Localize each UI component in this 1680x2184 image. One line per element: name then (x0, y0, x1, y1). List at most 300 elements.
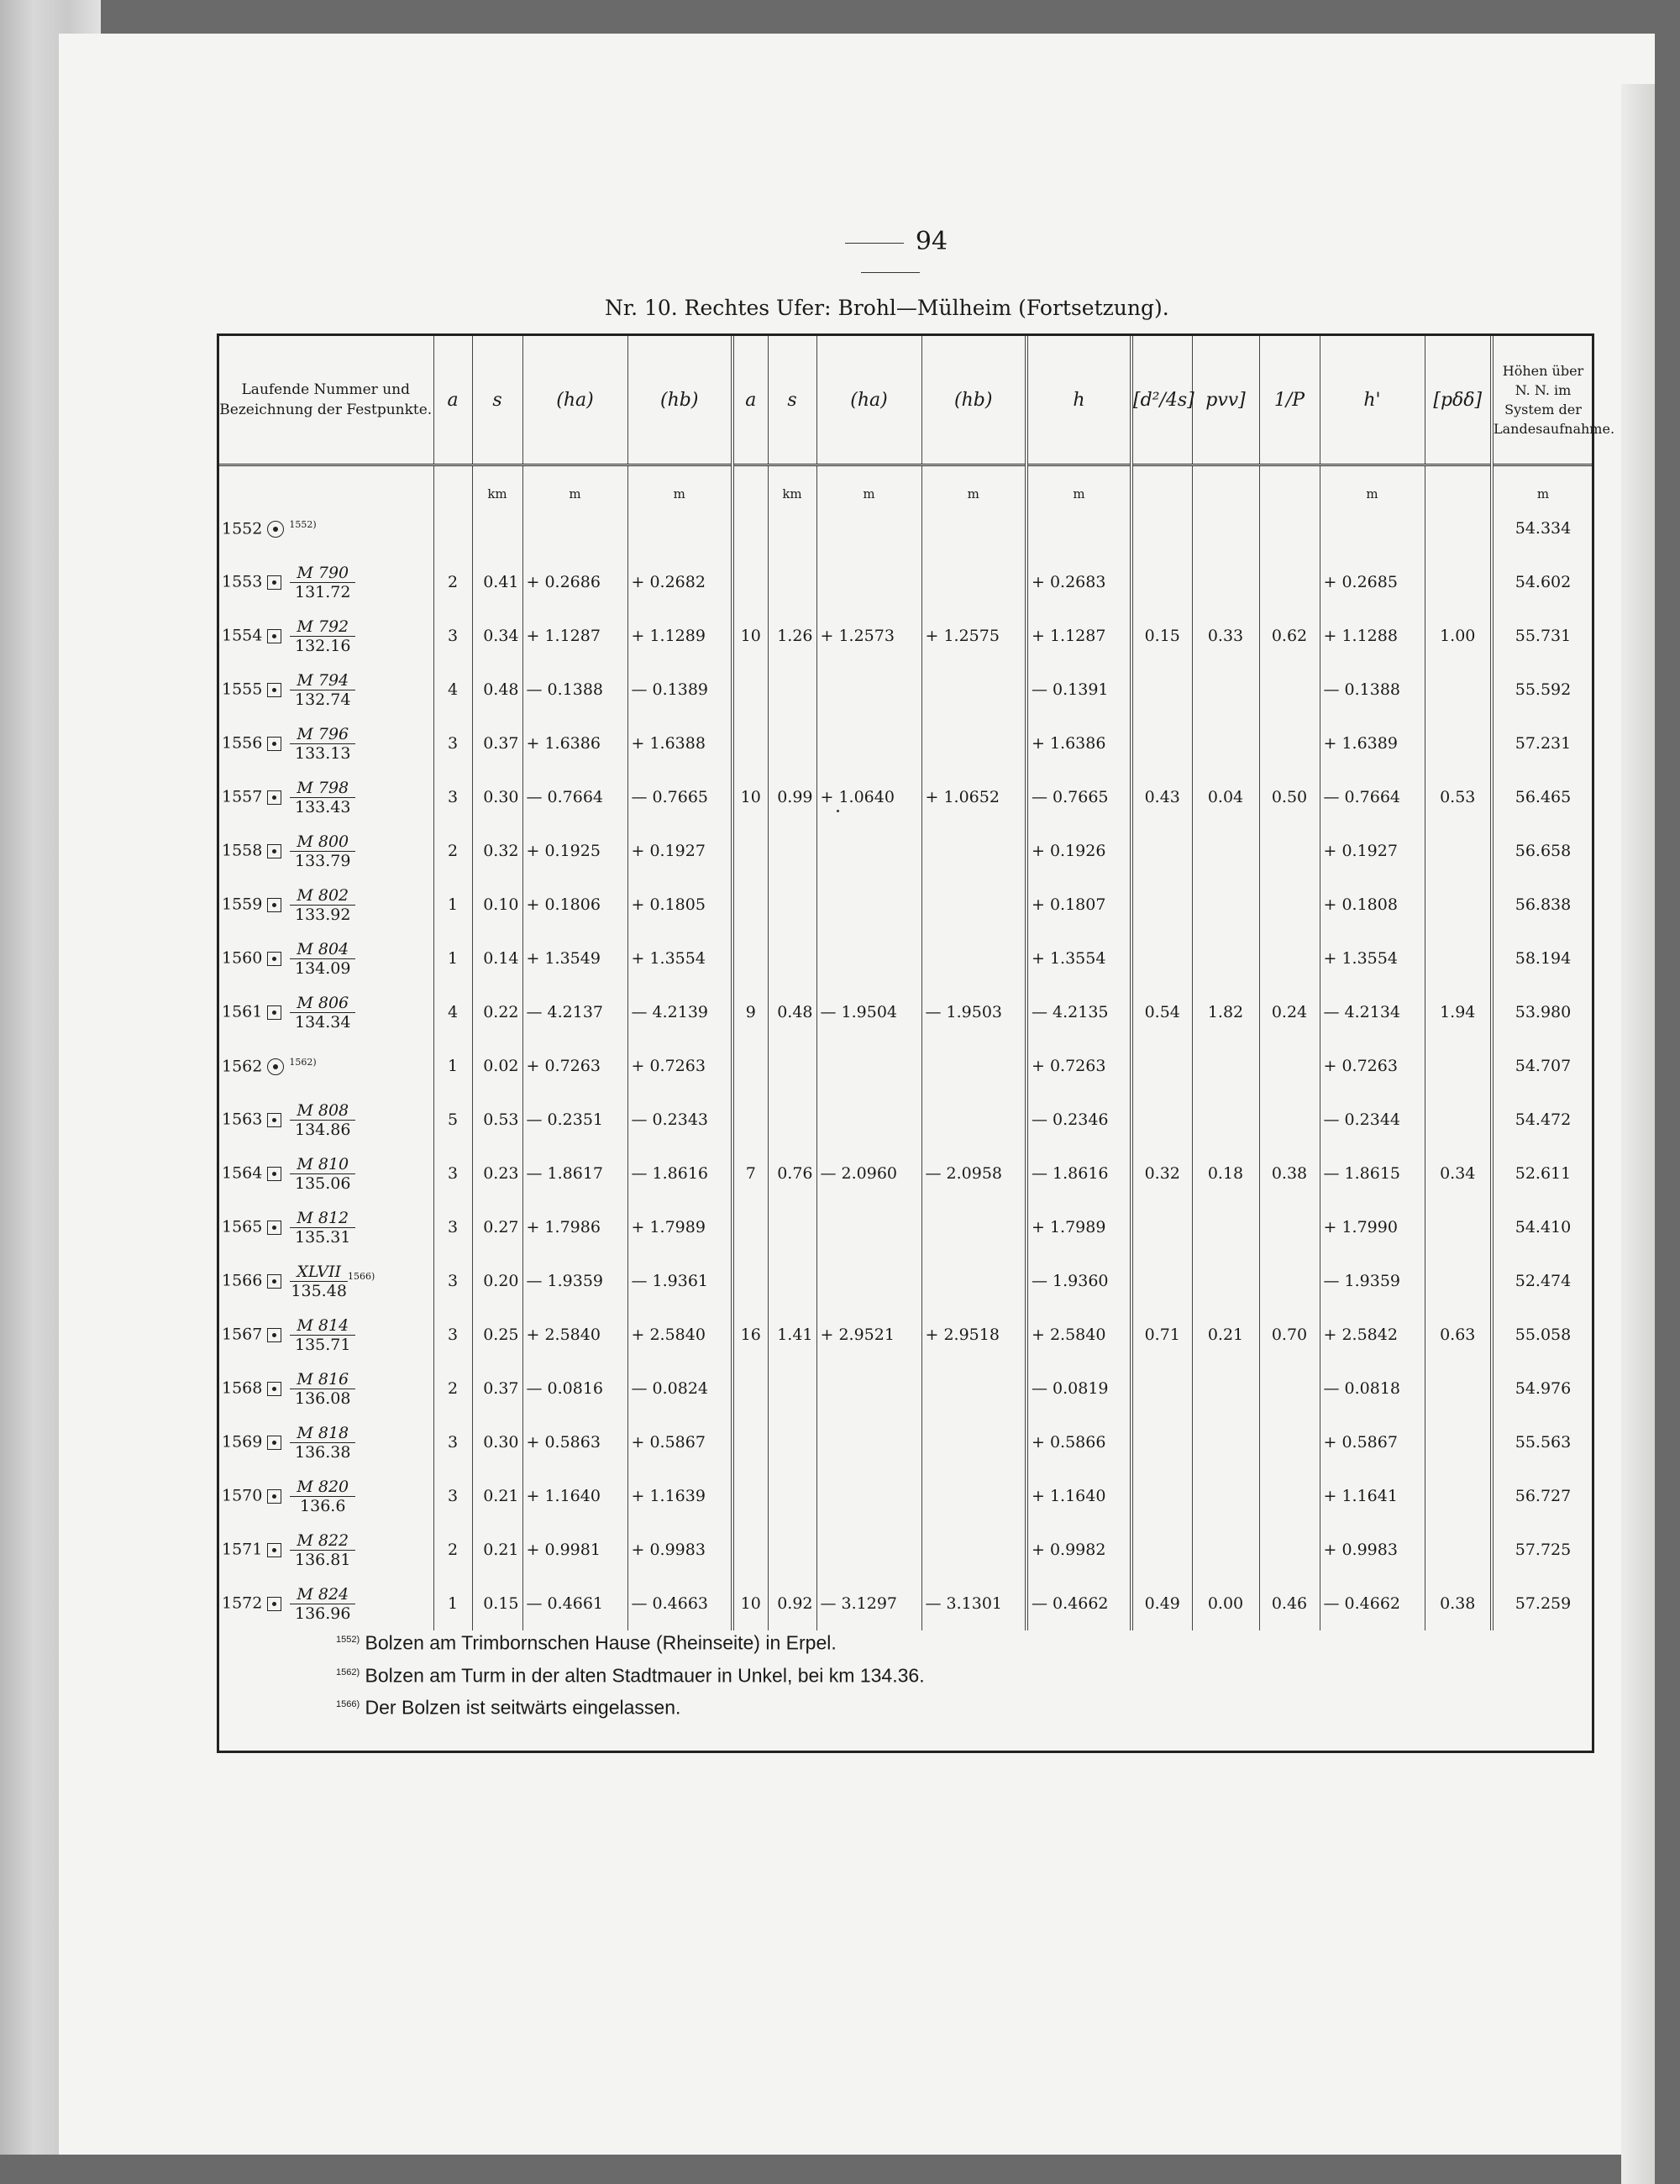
mark-km: 134.86 (295, 1120, 351, 1139)
pdd-cell: 0.63 (1425, 1308, 1492, 1362)
bolt-mark-icon (267, 1005, 281, 1020)
hb-cell: — 4.2139 (627, 985, 732, 1039)
table-row (218, 1362, 1593, 1415)
h-cell: — 1.9360 (1026, 1254, 1131, 1308)
p-cell: 0.70 (1259, 1308, 1320, 1362)
hp-cell: + 0.5867 (1320, 1415, 1425, 1469)
hp-cell: — 4.2134 (1320, 985, 1425, 1039)
a2-cell (732, 824, 768, 878)
mark-designation (290, 725, 355, 763)
mark-designation (290, 940, 355, 978)
hb-cell (627, 501, 732, 555)
p-cell: 0.38 (1259, 1147, 1320, 1200)
table-row (218, 985, 1593, 1039)
table-row (218, 1039, 1593, 1093)
unit: m (1026, 465, 1131, 502)
point-number: 1569 (222, 1432, 263, 1451)
table-row (218, 1254, 1593, 1308)
ha-cell: + 1.6386 (522, 717, 627, 770)
mark-label: M 816 (290, 1370, 355, 1389)
unit: m (1536, 486, 1550, 501)
ha2-cell (816, 1254, 921, 1308)
hb-cell: + 0.9983 (627, 1523, 732, 1577)
point-cell (218, 1254, 433, 1308)
h-cell: + 2.5840 (1026, 1308, 1131, 1362)
bolt-mark-icon (267, 898, 281, 912)
d-cell (1131, 1523, 1192, 1577)
col-header: s (768, 336, 816, 465)
s-cell: 0.14 (472, 932, 522, 985)
d-cell (1131, 501, 1192, 555)
p-cell (1259, 1362, 1320, 1415)
mark-km: 136.96 (295, 1604, 351, 1623)
s-cell: 0.15 (472, 1577, 522, 1630)
unit: m (816, 465, 921, 502)
a-cell: 2 (433, 824, 472, 878)
pdd-cell (1425, 1093, 1492, 1147)
hp-cell: — 0.2344 (1320, 1093, 1425, 1147)
point-number: 1552 (222, 519, 263, 538)
hb2-cell (921, 1039, 1026, 1093)
a-cell: 4 (433, 985, 472, 1039)
p-cell (1259, 1415, 1320, 1469)
d-cell (1131, 932, 1192, 985)
ha-cell: + 0.1806 (522, 878, 627, 932)
ink-dot (837, 810, 839, 812)
hb2-cell (921, 1415, 1026, 1469)
hb-cell: — 0.1389 (627, 663, 732, 717)
a-cell: 3 (433, 717, 472, 770)
s2-cell (768, 824, 816, 878)
s2-cell (768, 878, 816, 932)
table-row (218, 1415, 1593, 1469)
col-header: Laufende Nummer und Bezeichnung der Festpunkte. (218, 336, 433, 465)
point-cell (218, 609, 433, 663)
unit: m (921, 465, 1026, 502)
unit (732, 465, 768, 502)
mark-designation (290, 1585, 355, 1623)
height-cell: 55.563 (1515, 1433, 1572, 1452)
hb-cell: — 0.0824 (627, 1362, 732, 1415)
a2-cell (732, 1415, 768, 1469)
mark-km: 136.38 (295, 1442, 351, 1462)
pdd-cell (1425, 1523, 1492, 1577)
pvv-cell (1192, 555, 1259, 609)
pvv-cell: 0.00 (1192, 1577, 1259, 1630)
ha-cell: + 2.5840 (522, 1308, 627, 1362)
footnote-text: Bolzen am Trimbornschen Hause (Rheinseite) in Erpel. (365, 1631, 837, 1654)
height-cell: 54.707 (1515, 1057, 1572, 1075)
mark-km: 133.13 (295, 743, 351, 763)
mark-designation (290, 832, 355, 870)
a-cell: 2 (433, 555, 472, 609)
pdd-cell: 1.94 (1425, 985, 1492, 1039)
s2-cell (768, 555, 816, 609)
hb-cell: + 0.7263 (627, 1039, 732, 1093)
pdd-cell (1425, 878, 1492, 932)
hp-cell: + 1.7990 (1320, 1200, 1425, 1254)
s2-cell (768, 1469, 816, 1523)
table-row (218, 1308, 1593, 1362)
pvv-cell: 1.82 (1192, 985, 1259, 1039)
h-cell: — 0.2346 (1026, 1093, 1131, 1147)
d-cell (1131, 1039, 1192, 1093)
point-number: 1566 (222, 1271, 263, 1289)
hb2-cell (921, 1469, 1026, 1523)
h-cell: — 0.4662 (1026, 1577, 1131, 1630)
pdd-cell (1425, 1200, 1492, 1254)
point-number: 1554 (222, 626, 263, 644)
d-cell (1131, 555, 1192, 609)
ha2-cell (816, 663, 921, 717)
pdd-cell (1425, 501, 1492, 555)
header-rule-left (845, 243, 904, 244)
s-cell: 0.30 (472, 770, 522, 824)
point-cell (218, 1147, 433, 1200)
ha-cell: + 0.9981 (522, 1523, 627, 1577)
height-cell: 58.194 (1515, 949, 1572, 968)
a2-cell (732, 1200, 768, 1254)
bolt-mark-icon (267, 790, 281, 805)
ha2-cell: — 2.0960 (816, 1147, 921, 1200)
table-row (218, 663, 1593, 717)
mark-designation (290, 617, 355, 655)
pdd-cell (1425, 717, 1492, 770)
s-cell: 0.48 (472, 663, 522, 717)
footnote (336, 1658, 925, 1691)
leveling-table (218, 336, 1615, 1630)
mark-km: 135.71 (295, 1335, 351, 1354)
ha2-cell: + 2.9521 (816, 1308, 921, 1362)
a-cell: 2 (433, 1362, 472, 1415)
point-number: 1567 (222, 1325, 263, 1343)
ha2-cell: — 1.9504 (816, 985, 921, 1039)
unit: m (522, 465, 627, 502)
point-cell (218, 1577, 433, 1630)
mark-km: 133.79 (295, 851, 351, 870)
a-cell: 3 (433, 1147, 472, 1200)
s-cell (472, 501, 522, 555)
table-title: Nr. 10. Rechtes Ufer: Brohl—Mülheim (Fortsetzung). (605, 296, 1169, 320)
ha-cell: + 1.7986 (522, 1200, 627, 1254)
col-header: a (433, 336, 472, 465)
s-cell: 0.21 (472, 1523, 522, 1577)
p-cell (1259, 501, 1320, 555)
unit: km (472, 465, 522, 502)
pdd-cell: 1.00 (1425, 609, 1492, 663)
hb2-cell: — 1.9503 (921, 985, 1026, 1039)
s2-cell (768, 1415, 816, 1469)
a2-cell: 9 (732, 985, 768, 1039)
hb2-cell (921, 717, 1026, 770)
point-number: 1570 (222, 1486, 263, 1504)
ha2-cell (816, 1415, 921, 1469)
hp-cell: — 0.0818 (1320, 1362, 1425, 1415)
hb-cell: + 0.5867 (627, 1415, 732, 1469)
pdd-cell (1425, 663, 1492, 717)
s-cell: 0.10 (472, 878, 522, 932)
a-cell: 2 (433, 1523, 472, 1577)
point-number: 1553 (222, 572, 263, 591)
s2-cell (768, 1093, 816, 1147)
mark-km: 131.72 (295, 582, 351, 601)
ha2-cell (816, 1362, 921, 1415)
mark-designation (290, 994, 355, 1032)
s-cell: 0.20 (472, 1254, 522, 1308)
ha-cell: — 1.8617 (522, 1147, 627, 1200)
point-cell (218, 1415, 433, 1469)
footnote-text: Bolzen am Turm in der alten Stadtmauer in Unkel, bei km 134.36. (365, 1664, 925, 1687)
mark-label: M 796 (290, 725, 355, 744)
ha2-cell: — 3.1297 (816, 1577, 921, 1630)
hp-cell: — 1.8615 (1320, 1147, 1425, 1200)
a2-cell (732, 1523, 768, 1577)
col-header: [d²/4s] (1131, 336, 1192, 465)
h-cell: + 1.1287 (1026, 609, 1131, 663)
pdd-cell (1425, 932, 1492, 985)
point-cell (218, 985, 433, 1039)
hp-cell: — 0.7664 (1320, 770, 1425, 824)
mark-km: 134.34 (295, 1012, 351, 1032)
mark-label: M 792 (290, 617, 355, 637)
pvv-cell (1192, 1254, 1259, 1308)
s-cell: 0.37 (472, 1362, 522, 1415)
col-header: s (472, 336, 522, 465)
ha2-cell (816, 501, 921, 555)
s2-cell (768, 1039, 816, 1093)
point-cell (218, 878, 433, 932)
table-row (218, 1577, 1593, 1630)
ha-cell: — 4.2137 (522, 985, 627, 1039)
hb-cell: + 0.1805 (627, 878, 732, 932)
height-cell: 54.334 (1515, 519, 1572, 538)
point-cell (218, 1523, 433, 1577)
hb2-cell (921, 1200, 1026, 1254)
hb-cell: — 1.8616 (627, 1147, 732, 1200)
bolt-mark-icon (267, 1113, 281, 1127)
ha2-cell (816, 932, 921, 985)
mark-km: 135.31 (295, 1227, 351, 1247)
a2-cell (732, 555, 768, 609)
p-cell (1259, 1093, 1320, 1147)
hp-cell: — 0.4662 (1320, 1577, 1425, 1630)
mark-label: M 810 (290, 1155, 355, 1174)
ha-cell: — 0.0816 (522, 1362, 627, 1415)
unit (218, 465, 433, 502)
mark-designation (290, 1424, 355, 1462)
hb2-cell (921, 1254, 1026, 1308)
footnotes (336, 1625, 925, 1723)
point-cell (218, 555, 433, 609)
hb-cell: — 0.4663 (627, 1577, 732, 1630)
a2-cell (732, 663, 768, 717)
bolt-mark-icon (267, 1382, 281, 1396)
mark-km: 132.74 (295, 690, 351, 709)
d-cell: 0.32 (1131, 1147, 1192, 1200)
bolt-mark-icon (267, 629, 281, 643)
point-number: 1565 (222, 1217, 263, 1236)
a2-cell (732, 1362, 768, 1415)
a2-cell (732, 1254, 768, 1308)
s-cell: 0.34 (472, 609, 522, 663)
unit: km (768, 465, 816, 502)
height-cell: 54.976 (1515, 1379, 1572, 1398)
p-cell (1259, 663, 1320, 717)
table-row (218, 609, 1593, 663)
height-cell: 54.410 (1515, 1218, 1572, 1236)
pdd-cell (1425, 824, 1492, 878)
point-number: 1563 (222, 1110, 263, 1128)
pvv-cell: 0.18 (1192, 1147, 1259, 1200)
p-cell: 0.46 (1259, 1577, 1320, 1630)
d-cell (1131, 1362, 1192, 1415)
mark-label: M 824 (290, 1585, 355, 1604)
point-cell (218, 1469, 433, 1523)
mark-designation (290, 1155, 355, 1193)
p-cell (1259, 1200, 1320, 1254)
col-header: h (1026, 336, 1131, 465)
table-row (218, 501, 1593, 555)
h-cell: + 0.1807 (1026, 878, 1131, 932)
mark-km: 136.6 (300, 1496, 346, 1515)
hb2-cell (921, 501, 1026, 555)
h-cell: + 0.5866 (1026, 1415, 1131, 1469)
ha-cell (522, 501, 627, 555)
pvv-cell (1192, 1415, 1259, 1469)
p-cell (1259, 1039, 1320, 1093)
pvv-cell: 0.33 (1192, 609, 1259, 663)
ha-cell: — 0.7664 (522, 770, 627, 824)
h-cell: — 1.8616 (1026, 1147, 1131, 1200)
point-cell (218, 932, 433, 985)
ha-cell: + 1.1640 (522, 1469, 627, 1523)
d-cell: 0.43 (1131, 770, 1192, 824)
col-header: (hb) (921, 336, 1026, 465)
point-number: 1564 (222, 1163, 263, 1182)
d-cell (1131, 824, 1192, 878)
table-row (218, 824, 1593, 878)
p-cell: 0.50 (1259, 770, 1320, 824)
point-number: 1568 (222, 1378, 263, 1397)
s-cell: 0.32 (472, 824, 522, 878)
hb2-cell (921, 878, 1026, 932)
s-cell: 0.53 (472, 1093, 522, 1147)
hb-cell: — 1.9361 (627, 1254, 732, 1308)
hb2-cell: + 2.9518 (921, 1308, 1026, 1362)
mark-km: 136.81 (295, 1550, 351, 1569)
d-cell (1131, 1093, 1192, 1147)
page-number: 94 (915, 227, 948, 256)
table-row (218, 1523, 1593, 1577)
mark-designation (290, 1263, 348, 1300)
point-cell (218, 717, 433, 770)
unit: m (627, 465, 732, 502)
col-header: Höhen über N. N. im System der Landesaufnahme. (1492, 336, 1593, 465)
ha-cell: — 0.1388 (522, 663, 627, 717)
table-row (218, 555, 1593, 609)
d-cell (1131, 878, 1192, 932)
ha2-cell (816, 717, 921, 770)
point-number: 1557 (222, 787, 263, 806)
a2-cell (732, 878, 768, 932)
table-row (218, 1200, 1593, 1254)
a-cell: 3 (433, 1200, 472, 1254)
bolt-mark-icon (267, 1274, 281, 1289)
p-cell (1259, 932, 1320, 985)
point-number: 1556 (222, 733, 263, 752)
d-cell: 0.71 (1131, 1308, 1192, 1362)
col-header: a (732, 336, 768, 465)
mark-label: M 818 (290, 1424, 355, 1443)
hb2-cell (921, 932, 1026, 985)
bolt-mark-icon (267, 1167, 281, 1181)
bolt-mark-icon (267, 1221, 281, 1235)
ha2-cell (816, 1523, 921, 1577)
mark-label: XLVII (290, 1263, 348, 1282)
mark-km: 134.09 (295, 958, 351, 978)
height-cell: 55.058 (1515, 1326, 1572, 1344)
s-cell: 0.22 (472, 985, 522, 1039)
a2-cell (732, 1039, 768, 1093)
a-cell (433, 501, 472, 555)
s-cell: 0.25 (472, 1308, 522, 1362)
a2-cell: 10 (732, 609, 768, 663)
ha2-cell: + 1.0640 (816, 770, 921, 824)
unit (1425, 465, 1492, 502)
point-cell (218, 501, 433, 555)
s2-cell: 1.26 (768, 609, 816, 663)
d-cell: 0.15 (1131, 609, 1192, 663)
hp-cell: + 2.5842 (1320, 1308, 1425, 1362)
bolt-mark-icon (267, 1597, 281, 1611)
mark-designation (290, 886, 355, 924)
ha-cell: — 0.2351 (522, 1093, 627, 1147)
mark-label: M 822 (290, 1531, 355, 1551)
height-cell: 54.602 (1515, 573, 1572, 591)
pvv-cell: 0.21 (1192, 1308, 1259, 1362)
pvv-cell: 0.04 (1192, 770, 1259, 824)
hp-cell: + 1.1288 (1320, 609, 1425, 663)
bolt-mark-icon (267, 683, 281, 697)
footnote-mark: 1566) (336, 1699, 360, 1710)
height-cell: 55.731 (1515, 627, 1572, 645)
hb-cell: + 0.2682 (627, 555, 732, 609)
s2-cell: 0.48 (768, 985, 816, 1039)
a2-cell: 16 (732, 1308, 768, 1362)
pvv-cell (1192, 1200, 1259, 1254)
s2-cell (768, 1200, 816, 1254)
s-cell: 0.02 (472, 1039, 522, 1093)
ha-cell: + 0.1925 (522, 824, 627, 878)
unit (1192, 465, 1259, 502)
hp-cell: + 0.1808 (1320, 878, 1425, 932)
h-cell: + 0.7263 (1026, 1039, 1131, 1093)
ha2-cell (816, 555, 921, 609)
p-cell: 0.62 (1259, 609, 1320, 663)
a-cell: 4 (433, 663, 472, 717)
mark-label: M 806 (290, 994, 355, 1013)
mark-label: M 802 (290, 886, 355, 906)
hp-cell: + 0.7263 (1320, 1039, 1425, 1093)
d-cell (1131, 1415, 1192, 1469)
hb2-cell (921, 1093, 1026, 1147)
pvv-cell (1192, 824, 1259, 878)
point-cell (218, 1093, 433, 1147)
footnote (336, 1690, 925, 1723)
pvv-cell (1192, 1523, 1259, 1577)
col-header: (hb) (627, 336, 732, 465)
col-header: (ha) (816, 336, 921, 465)
